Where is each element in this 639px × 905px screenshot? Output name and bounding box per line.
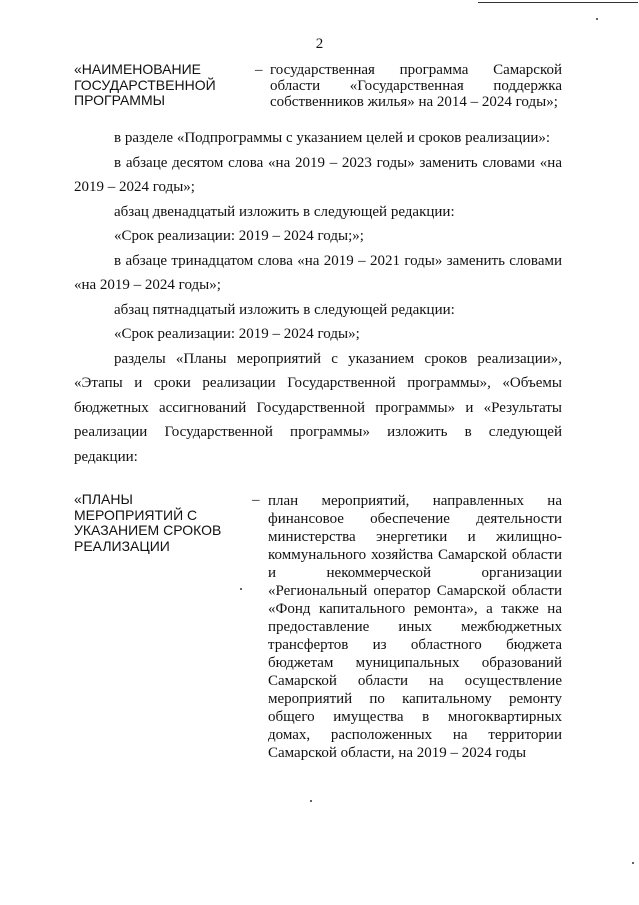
program-name-label: «НАИМЕНОВАНИЕ ГОСУДАРСТВЕННОЙ ПРОГРАММЫ — [74, 61, 216, 108]
program-name-row — [74, 62, 562, 112]
paragraph: «Срок реализации: 2019 – 2024 годы»; — [114, 326, 360, 342]
scan-speck — [596, 18, 598, 20]
paragraph: абзац пятнадцатый изложить в следующей редакции: — [114, 301, 455, 318]
plans-row — [74, 492, 562, 777]
paragraph: абзац двенадцатый изложить в следующей редакции: — [114, 203, 455, 220]
scan-speck — [632, 862, 634, 864]
program-name-value: государственная программа Самарской области «Государственная поддержка собственников жилья» на 2014 – 2024 годы»; — [270, 62, 562, 110]
plans-label: «ПЛАНЫ МЕРОПРИЯТИЙ С УКАЗАНИЕМ СРОКОВ РЕАЛИЗАЦИИ — [74, 491, 222, 554]
top-edge-line — [478, 2, 638, 3]
paragraph: в разделе «Подпрограммы с указанием целей и сроков реализации»: — [114, 130, 551, 146]
scan-speck — [240, 588, 242, 590]
program-name-dash: – — [255, 62, 263, 78]
plans-value: план мероприятий, направленных на финансовое обеспечение деятельности министерства энергетики и жилищно-коммунального хозяйства Самарской области и некоммерческой организации «Региональный оператор Самарской области «Фонд капитального ремонта», а также на предоставление иных межбюджетных трансфертов из областного бюджета бюджетам муниципальных образований Самарской области на осуществление мероприятий по капитальному ремонту общего имущества в многоквартирных домах, расположенных на территории Самарской области, на 2019 – 2024 годы — [268, 493, 562, 761]
paragraph: в абзаце тринадцатом слова «на 2019 – 2021 годы» заменить словами «на 2019 – 2024 годы»; — [74, 252, 562, 293]
page-number: 2 — [315, 36, 324, 52]
paragraph: разделы «Планы мероприятий с указанием сроков реализации», «Этапы и сроки реализации Государственной программы», «Объемы бюджетных ассигнований Государственной программы» и «Результаты реализации Государственной программы» изложить в следующей редакции: — [74, 350, 562, 465]
paragraph: «Срок реализации: 2019 – 2024 годы;»; — [114, 228, 364, 244]
scan-speck — [310, 800, 312, 802]
amendment-text — [74, 126, 562, 469]
plans-dash: – — [252, 492, 260, 508]
paragraph: в абзаце десятом слова «на 2019 – 2023 годы» заменить словами «на 2019 – 2024 годы»; — [74, 154, 562, 195]
